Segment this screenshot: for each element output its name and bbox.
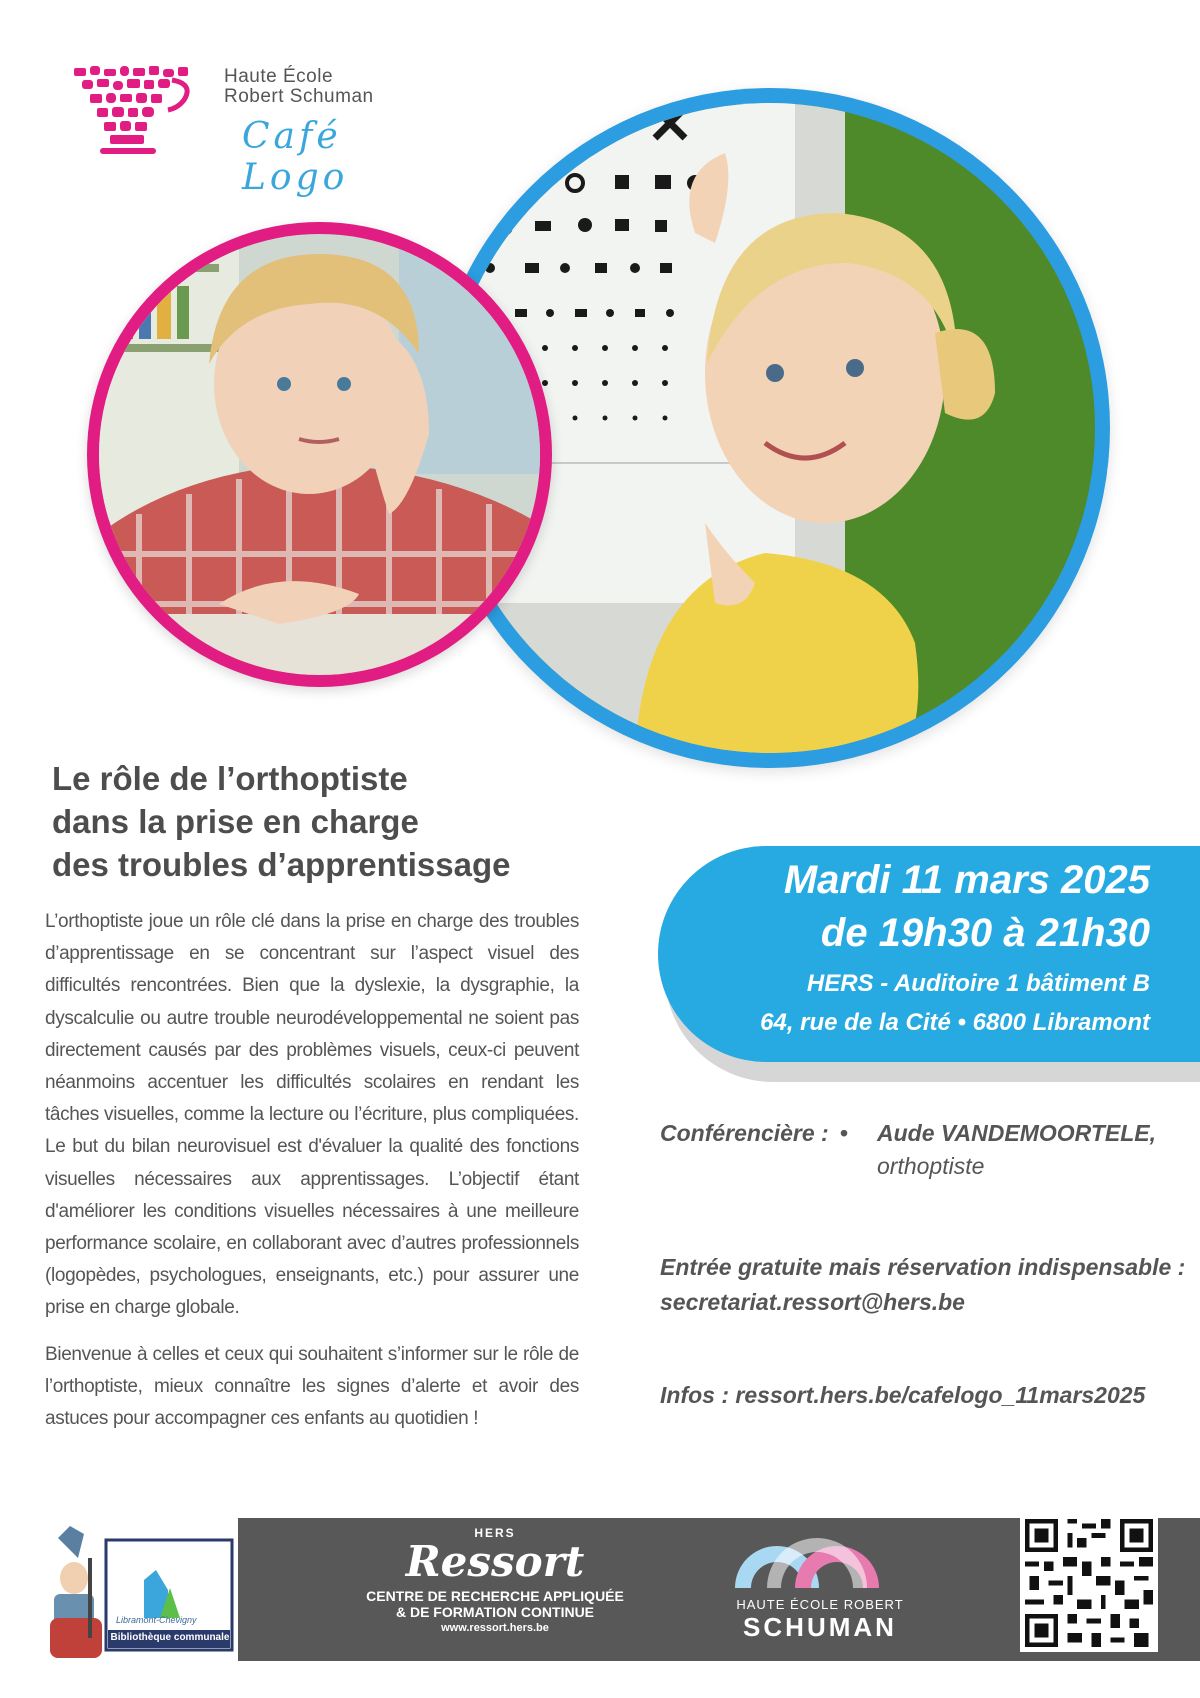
- schuman-wordmark: SCHUMAN: [743, 1612, 897, 1642]
- description-paragraph-2: Bienvenue à celles et ceux qui souhaitent s’informer sur le rôle de l’orthoptiste, mieux connaître les signes d’alerte et avoir des astuces pour accompagner ces enfants au quotidien !: [45, 1343, 579, 1430]
- ressort-hers-tag: HERS: [474, 1526, 516, 1540]
- title-line3: des troubles d’apprentissage: [52, 846, 511, 883]
- speaker-label: Conférencière :: [660, 1120, 829, 1146]
- ressort-url[interactable]: www.ressort.hers.be: [441, 1622, 549, 1634]
- speaker-name: Aude VANDEMOORTELE,: [877, 1120, 1156, 1146]
- speaker-role: orthoptiste: [877, 1153, 985, 1179]
- reservation-info: [660, 1250, 1185, 1320]
- qr-code[interactable]: [1020, 1514, 1158, 1652]
- event-place: HERS - Auditoire 1 bâtiment B: [806, 970, 1150, 997]
- cafe-logo-brand: [72, 66, 432, 198]
- ressort-logo: [355, 1522, 635, 1652]
- biblio-label: Bibliothèque communale: [110, 1632, 230, 1643]
- tired-boy-photo: [99, 234, 540, 675]
- hers-line: HAUTE ÉCOLE ROBERT: [736, 1597, 904, 1612]
- school-name-line2: Robert Schuman: [224, 86, 374, 107]
- title-line2: dans la prise en charge: [52, 803, 419, 840]
- reservation-email-link[interactable]: secretariat.ressort@hers.be: [660, 1289, 965, 1315]
- event-hours: de 19h30 à 21h30: [820, 911, 1150, 955]
- infos-link[interactable]: Infos : ressort.hers.be/cafelogo_11mars2025: [660, 1382, 1146, 1408]
- ressort-line1: CENTRE DE RECHERCHE APPLIQUÉE: [366, 1588, 624, 1604]
- arches-icon: [725, 1528, 915, 1590]
- hers-schuman-logo: [725, 1528, 915, 1648]
- biblio-town: Libramont-Chevigny: [116, 1615, 197, 1625]
- school-name-line1: Haute École: [224, 66, 334, 87]
- description-paragraph-1: L’orthoptiste joue un rôle clé dans la prise en charge des troubles d’apprentissage en se concentrant sur l’aspect visuel des difficultés rencontrées. Bien que la dyslexie, la dysgraphie, la dyscalculie ou autre trouble neurodéveloppemental ne soient pas directement causés par des problèmes visuels, ceux-ci peuvent néanmoins accentuer les difficultés scolaires en rendant les tâches visuelles, comme la lecture ou l’écriture, plus compliquées. Le but du bilan neurovisuel est d'évaluer la qualité des fonctions visuelles nécessaires aux apprentissages. L’objectif étant d'améliorer les conditions visuelles nécessaires à une meilleure performance scolaire, en collaborant avec d’autres professionnels (logopèdes, psychologues, enseignants, etc.) pour assurer une prise en charge globale.: [45, 911, 579, 1319]
- reservation-text: Entrée gratuite mais réservation indispensable :: [660, 1254, 1186, 1280]
- title-line1: Le rôle de l’orthoptiste: [52, 760, 408, 797]
- description: [45, 906, 579, 1449]
- cafe-cup-icon: [72, 66, 202, 166]
- cafe-logo-title: Café Logo: [242, 116, 349, 198]
- event-date: Mardi 11 mars 2025: [783, 858, 1150, 902]
- date-banner: [658, 846, 1200, 1062]
- bibliotheque-logo: [44, 1518, 234, 1666]
- page-title: [52, 757, 612, 886]
- speaker-bullet: •: [840, 1120, 849, 1146]
- ressort-wordmark: Ressort: [405, 1537, 585, 1586]
- event-address: 64, rue de la Cité • 6800 Libramont: [760, 1009, 1150, 1036]
- ressort-line2: & DE FORMATION CONTINUE: [395, 1604, 595, 1620]
